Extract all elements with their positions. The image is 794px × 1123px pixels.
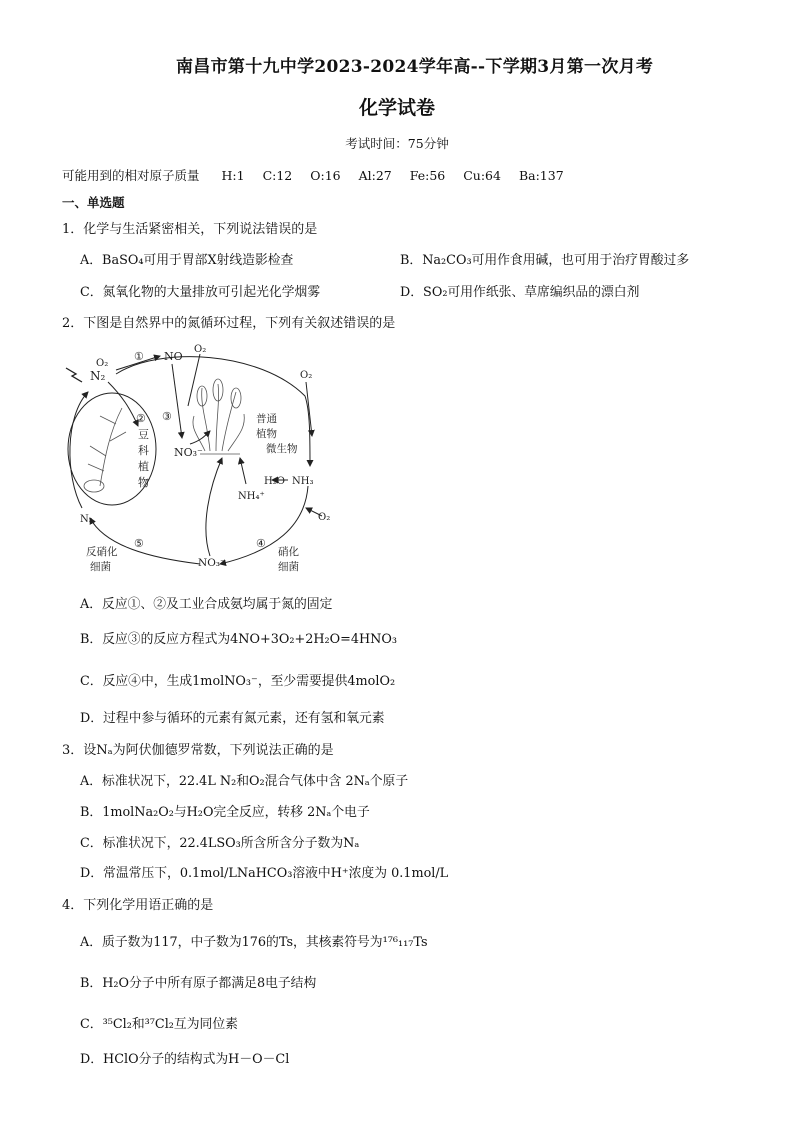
label-plant-0: 普通 xyxy=(256,413,277,425)
label-o2-mid: O₂ xyxy=(194,344,207,355)
label-nh3: NH₃ xyxy=(292,476,314,487)
mass-item: O:16 xyxy=(310,168,341,183)
label-r2: ② xyxy=(136,412,146,425)
q1-option-a: A．BaSO₄可用于胃部X射线造影检查 xyxy=(80,253,294,268)
label-nitrifying-1: 细菌 xyxy=(278,561,299,573)
arrow-nh4-plant xyxy=(240,458,246,484)
q3-stem: 3．设Nₐ为阿伏伽德罗常数，下列说法正确的是 xyxy=(62,743,334,758)
mass-item: C:12 xyxy=(262,168,293,183)
arrow-2 xyxy=(108,382,138,426)
label-n2-bottom: N₂ xyxy=(80,514,93,525)
label-r5: ⑤ xyxy=(134,537,144,550)
label-no3-bottom: NO₃⁻ xyxy=(198,557,226,569)
label-legume-0: 豆 xyxy=(138,428,149,441)
arrow-no3-up xyxy=(206,458,222,556)
q1-option-b: B．Na₂CO₃可用作食用碱，也可用于治疗胃酸过多 xyxy=(400,253,690,268)
label-no: NO xyxy=(164,350,183,363)
arrow-n2-up xyxy=(70,392,88,508)
q1-option-c: C．氮氧化物的大量排放可引起光化学烟雾 xyxy=(80,285,321,300)
label-h2o: H₂O xyxy=(264,476,285,487)
arrow-3 xyxy=(172,364,182,438)
q3-option-c: C．标准状况下，22.4LSO₃所含所含分子数为Nₐ xyxy=(80,836,360,851)
q4-stem: 4．下列化学用语正确的是 xyxy=(62,898,214,913)
label-r3: ③ xyxy=(162,410,172,423)
label-no3-left: NO₃⁻ xyxy=(174,446,203,459)
label-legume-2: 植 xyxy=(138,460,149,473)
label-legume-1: 科 xyxy=(138,444,149,457)
atomic-masses xyxy=(62,166,578,184)
q2-option-c: C．反应④中，生成1molNO₃⁻，至少需要提供4molO₂ xyxy=(80,674,396,689)
atomic-masses-label: 可能用到的相对原子质量 xyxy=(62,168,200,183)
q1-stem: 1．化学与生活紧密相关，下列说法错误的是 xyxy=(62,222,318,237)
label-nitrifying-0: 硝化 xyxy=(278,546,299,558)
plant-illustration xyxy=(193,379,244,454)
q2-stem: 2．下图是自然界中的氮循环过程，下列有关叙述错误的是 xyxy=(62,316,396,331)
arrow-o2-to-3 xyxy=(188,354,200,406)
label-o2-right: O₂ xyxy=(300,370,313,381)
q4-option-d: D．HClO分子的结构式为H－O－Cl xyxy=(80,1052,290,1067)
section-title: 一、单选题 xyxy=(62,195,125,210)
q1-option-d: D．SO₂可用作纸张、草席编织品的漂白剂 xyxy=(400,285,640,300)
q3-option-d: D．常温常压下，0.1mol/LNaHCO₃溶液中H⁺浓度为 0.1mol/L xyxy=(80,866,449,881)
q2-option-b: B．反应③的反应方程式为4NO+3O₂+2H₂O=4HNO₃ xyxy=(80,632,397,647)
q4-option-a: A．质子数为117，中子数为176的Ts，其核素符号为¹⁷⁶₁₁₇Ts xyxy=(80,935,428,950)
q2-option-d: D．过程中参与循环的元素有氮元素，还有氢和氧元素 xyxy=(80,711,385,726)
q3-option-b: B．1molNa₂O₂与H₂O完全反应，转移 2Nₐ个电子 xyxy=(80,805,370,820)
exam-time: 考试时间：75分钟 xyxy=(345,136,449,151)
label-denitrifying-0: 反硝化 xyxy=(86,546,118,558)
label-microbe: 微生物 xyxy=(266,443,298,455)
label-o2-lower: O₂ xyxy=(318,512,331,523)
exam-title: 南昌市第十九中学2023-2024学年高--下学期3月第一次月考 xyxy=(176,57,654,77)
label-denitrifying-1: 细菌 xyxy=(90,561,111,573)
lightning-icon xyxy=(66,368,82,382)
label-nh4: NH₄⁺ xyxy=(238,491,265,502)
q4-option-c: C．³⁵Cl₂和³⁷Cl₂互为同位素 xyxy=(80,1017,238,1032)
exam-subtitle: 化学试卷 xyxy=(358,97,435,119)
label-plant-1: 植物 xyxy=(256,428,277,440)
label-legume-3: 物 xyxy=(138,476,149,489)
mass-item: Al:27 xyxy=(358,168,392,183)
label-n2-top: N₂ xyxy=(90,369,106,383)
nitrogen-cycle-diagram xyxy=(60,336,350,582)
label-r4: ④ xyxy=(256,537,266,550)
q4-option-b: B．H₂O分子中所有原子都满足8电子结构 xyxy=(80,976,317,991)
q2-option-a: A．反应①、②及工业合成氨均属于氮的固定 xyxy=(80,597,333,612)
q3-option-a: A．标准状况下，22.4L N₂和O₂混合气体中含 2Nₐ个原子 xyxy=(80,774,409,789)
mass-item: Cu:64 xyxy=(463,168,501,183)
legume-illustration xyxy=(84,408,126,492)
label-o2-left: O₂ xyxy=(96,358,109,369)
mass-item: Fe:56 xyxy=(409,168,446,183)
label-r1: ① xyxy=(134,350,144,363)
mass-item: H:1 xyxy=(221,168,245,183)
mass-item: Ba:137 xyxy=(518,168,564,183)
